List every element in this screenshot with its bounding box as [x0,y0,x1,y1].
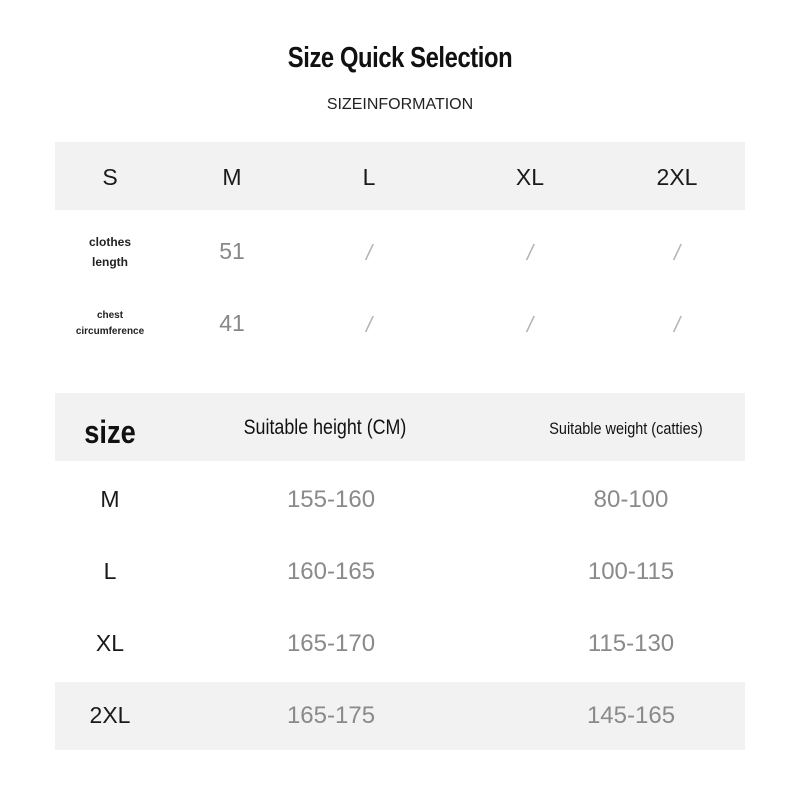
cell-value: / [673,312,681,337]
fit-row-height: 155-160 [286,486,376,513]
size-header-l: L [362,164,376,190]
fit-header-weight: Suitable weight (catties) [549,419,703,438]
row-label-line: length [91,255,128,269]
page-title: Size Quick Selection [287,42,513,74]
fit-row-weight: 115-130 [587,630,675,657]
fit-row-size: M [100,486,120,512]
cell-value: / [365,312,373,337]
page-subtitle: SIZEINFORMATION [326,96,474,113]
cell-value: / [526,240,534,265]
fit-row-weight: 80-100 [593,486,669,513]
cell-value: 51 [219,238,245,264]
size-header-s: S [102,164,118,190]
fit-row-weight: 100-115 [587,558,675,585]
row-label-line: clothes [88,235,132,249]
fit-header-size: size [84,414,136,450]
measure-header-band [55,142,745,210]
fit-row-height: 160-165 [286,558,376,585]
row-label-clothes-length [89,232,131,272]
size-header-xl: XL [515,164,545,190]
fit-row-size: L [103,558,117,584]
fit-row-size: XL [95,630,125,656]
cell-value: / [365,240,373,265]
cell-value: 41 [219,310,245,336]
size-header-2xl: 2XL [656,164,698,190]
cell-value: / [526,312,534,337]
fit-row-height: 165-170 [286,630,376,657]
cell-value: / [673,240,681,265]
row-label-line: circumference [75,326,145,337]
fit-row-size: 2XL [89,702,131,728]
row-label-line: chest [96,310,124,321]
fit-row-height: 165-175 [286,702,376,729]
row-label-chest-circumference [76,308,144,340]
fit-row-weight: 145-165 [586,702,676,729]
size-header-m: M [222,164,242,190]
fit-header-height: Suitable height (CM) [243,416,407,439]
